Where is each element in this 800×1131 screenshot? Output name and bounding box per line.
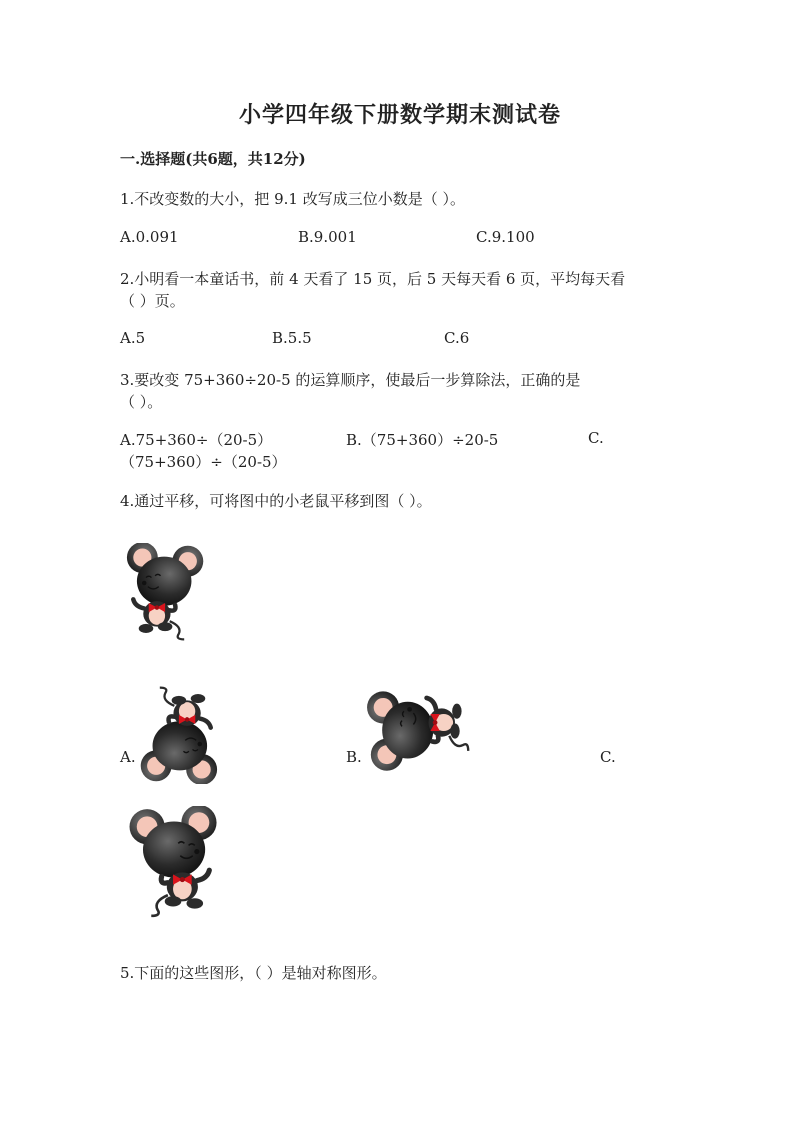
mouse-original-image: [120, 543, 212, 643]
question-4-option-c[interactable]: C.: [600, 748, 616, 766]
question-2-option-c[interactable]: C.6: [444, 329, 470, 347]
section-heading: 一.选择题(共6题，共12分): [120, 150, 306, 168]
question-1-option-c[interactable]: C.9.100: [476, 228, 535, 246]
question-3-option-b[interactable]: B.（75+360）÷20-5: [346, 431, 499, 449]
question-1-text: 1.不改变数的大小，把 9.1 改写成三位小数是（ ）。: [120, 190, 465, 208]
page-title: 小学四年级下册数学期末测试卷: [238, 102, 561, 128]
question-4-text: 4.通过平移，可将图中的小老鼠平移到图（ ）。: [120, 492, 432, 510]
question-2-option-a[interactable]: A.5: [120, 329, 146, 347]
question-1-option-b[interactable]: B.9.001: [298, 228, 357, 246]
question-4-option-a[interactable]: A.: [120, 748, 136, 766]
question-3-option-c-continued: （75+360）÷（20-5）: [120, 453, 287, 471]
question-2-text-line2: （ ）页。: [120, 292, 185, 310]
question-2-option-b[interactable]: B.5.5: [272, 329, 312, 347]
question-3-text-line2: （ ）。: [120, 393, 163, 411]
question-1-option-a[interactable]: A.0.091: [120, 228, 179, 246]
question-5-text: 5.下面的这些图形，（ ）是轴对称图形。: [120, 964, 387, 982]
question-2-text-line1: 2.小明看一本童话书，前 4 天看了 15 页，后 5 天每天看 6 页，平均每天看: [120, 270, 626, 288]
question-3-option-a[interactable]: A.75+360÷（20-5）: [120, 431, 273, 449]
question-4-option-b[interactable]: B.: [346, 748, 362, 766]
mouse-option-c-image[interactable]: [120, 806, 224, 920]
question-3-text-line1: 3.要改变 75+360÷20-5 的运算顺序，使最后一步算除法，正确的是: [120, 371, 581, 389]
question-3-option-c[interactable]: C.: [588, 429, 604, 447]
mouse-option-b-image[interactable]: [364, 680, 476, 784]
mouse-option-a-image[interactable]: [132, 684, 224, 784]
